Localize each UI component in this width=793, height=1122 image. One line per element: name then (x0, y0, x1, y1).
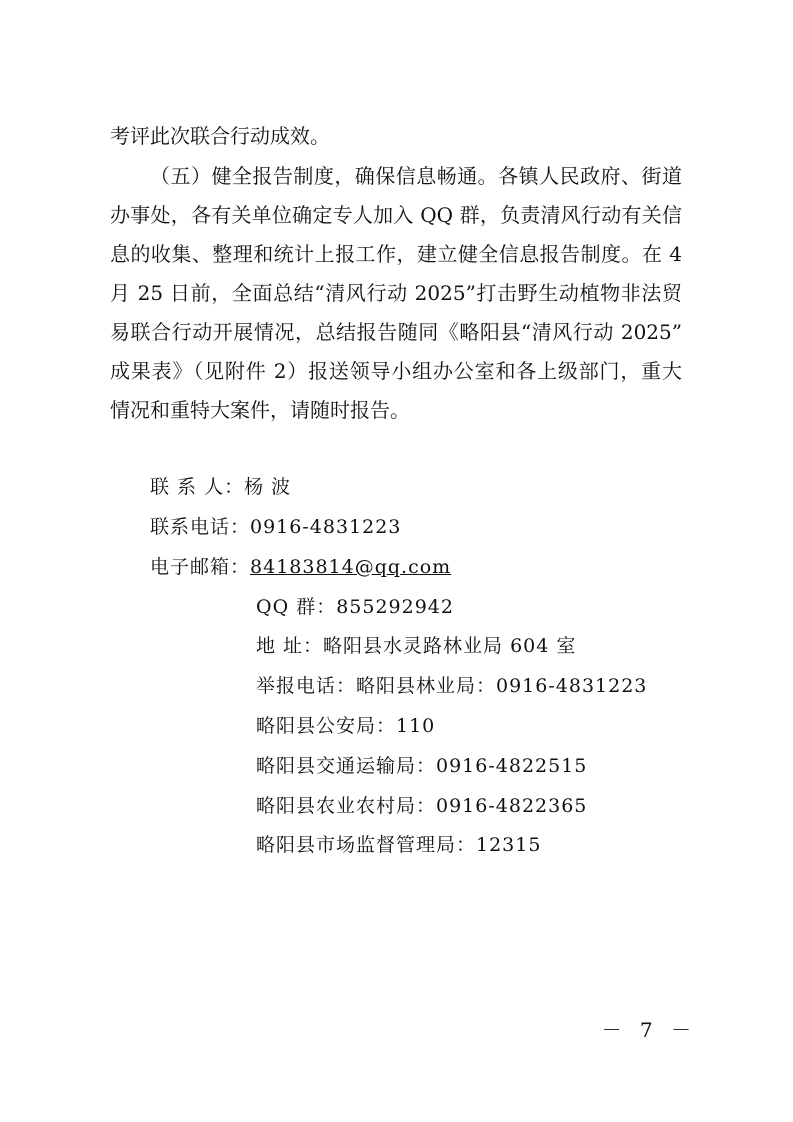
contact-report-phone: 举报电话：略阳县林业局：0916-4831223 (256, 675, 648, 697)
contact-transport: 略阳县交通运输局：0916-4822515 (256, 755, 588, 777)
paragraph-line: 成果表》（见附件 2）报送领导小组办公室和各上级部门，重大 (110, 359, 682, 383)
page-number: － 7 － (601, 1018, 697, 1042)
contact-address: 地 址：略阳县水灵路林业局 604 室 (256, 635, 577, 657)
paragraph-line: 息的收集、整理和统计上报工作，建立健全信息报告制度。在 4 (110, 242, 682, 266)
paragraph-line: 情况和重特大案件，请随时报告。 (110, 398, 410, 422)
contact-agriculture: 略阳县农业农村局：0916-4822365 (256, 795, 588, 817)
paragraph-line: 月 25 日前，全面总结“清风行动 2025”打击野生动植物非法贸 (110, 281, 682, 305)
contact-email-label: 电子邮箱： (150, 556, 251, 578)
contact-police: 略阳县公安局：110 (256, 715, 436, 737)
paragraph-line: 易联合行动开展情况，总结报告随同《略阳县“清风行动 2025” (110, 320, 682, 344)
contact-phone: 联系电话：0916-4831223 (150, 516, 402, 538)
contact-market: 略阳县市场监督管理局：12315 (256, 834, 542, 856)
paragraph-line: （五）健全报告制度，确保信息畅通。各镇人民政府、街道 (150, 164, 682, 188)
paragraph-line: 考评此次联合行动成效。 (110, 124, 330, 148)
paragraph-line: 办事处，各有关单位确定专人加入 QQ 群，负责清风行动有关信 (110, 203, 682, 227)
contact-email-link[interactable]: 84183814@qq.com (250, 556, 452, 578)
contact-person: 联 系 人：杨 波 (150, 476, 292, 498)
contact-qq-group: QQ 群：855292942 (256, 596, 454, 618)
contact-email-row (150, 553, 451, 581)
